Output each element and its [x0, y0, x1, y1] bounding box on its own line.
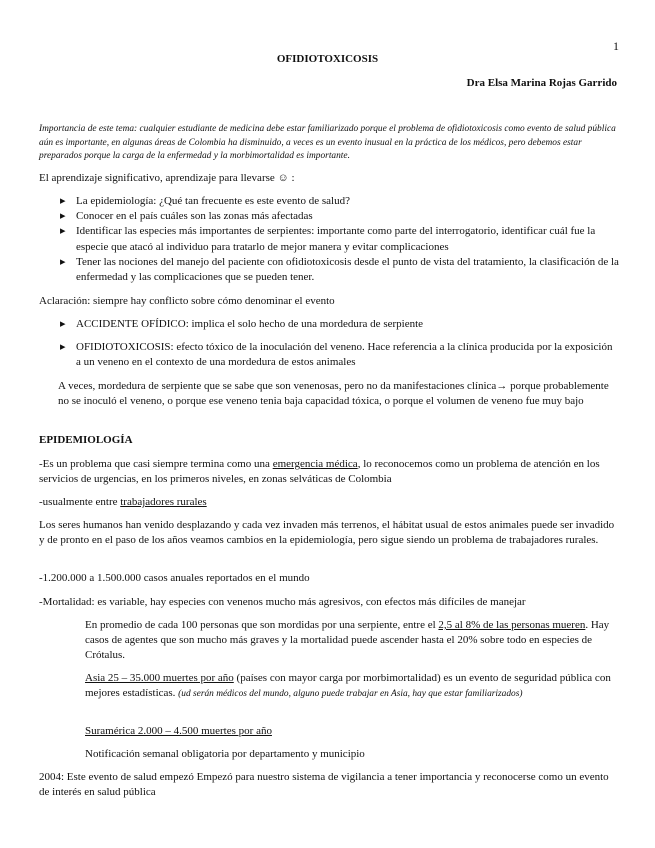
rural-workers-term: trabajadores rurales — [120, 496, 207, 508]
objectives-list — [60, 194, 620, 285]
rural-workers-line: -usualmente entre trabajadores rurales — [39, 496, 207, 508]
learning-line: El aprendizaje significativo, aprendizaje para llevarse ☺ : — [39, 172, 295, 184]
asia-paragraph: Asia 25 – 35.000 muertes por año (países con mayor carga por morbimortalidad) es un evento de seguridad pública con mejores estadísticas. (ud serán médicos del mundo, alguno puede trabajar en Asia, hay que estar familiarizados) — [85, 672, 611, 700]
habitat-paragraph: Los seres humanos han venido desplazando y cada vez invaden más terrenos, el hábitat usual de estos animales puede ser invadido y de pronto en el paso de los años veamos cambios en la epidemiología, pero sigue siendo un problema de trabajadores rurales. — [39, 519, 615, 547]
document-title: OFIDIOTOXICOSIS — [276, 53, 379, 65]
notification-line: Notificación semanal obligatoria por departamento y municipio — [85, 748, 365, 760]
list-item: ▸ Tener las nociones del manejo del paciente con ofidiotoxicosis desde el punto de vista del tratamiento, la clasificación de la enfermedad y las complicaciones que se pueden tener. — [60, 255, 620, 285]
mortality-line: -Mortalidad: es variable, hay especies con venenos mucho más agresivos, con efectos más difíciles de manejar — [39, 596, 526, 608]
list-item: ▸ La epidemiología: ¿Qué tan frecuente es este evento de salud? — [60, 194, 620, 209]
list-item: ▸ Conocer en el país cuáles son las zonas más afectadas — [60, 209, 620, 224]
asia-note: (ud serán médicos del mundo, alguno puede trabajar en Asia, hay que estar familiarizados) — [178, 689, 523, 700]
author: Dra Elsa Marina Rojas Garrido — [466, 77, 617, 89]
mortality-rate: 2,5 al 8% de las personas mueren — [438, 619, 586, 631]
year-2004-paragraph: 2004: Este evento de salud empezó Empezó para nuestro sistema de vigilancia a tener importancia y reconocerse como un evento de interés en salud pública — [39, 771, 609, 799]
south-america-deaths: Suramérica 2.000 – 4.500 muertes por año — [85, 725, 272, 737]
list-item: ▸ ACCIDENTE OFÍDICO: implica el solo hecho de una mordedura de serpiente — [60, 317, 620, 332]
epidemiology-heading: EPIDEMIOLOGÍA — [39, 434, 133, 446]
cases-line: -1.200.000 a 1.500.000 casos anuales reportados en el mundo — [39, 572, 310, 584]
emergency-term: emergencia médica — [272, 458, 358, 470]
list-item: ▸ Identificar las especies más importantes de serpientes: importante como parte del interrogatorio, identificar cuál fue la especie que atacó al individuo para tratarlo de mejor manera y evitar complicaciones — [60, 224, 620, 254]
asia-deaths: Asia 25 – 35.000 muertes por año — [85, 672, 234, 684]
a-veces-paragraph: A veces, mordedura de serpiente que se sabe que son venenosas, pero no da manifestaciones clínica→ porque probablemente no se inoculó el veneno, o porque ese veneno tenia baja capacidad tóxica, o porque el volumen de veneno fue muy bajo — [58, 380, 609, 408]
list-item: ▸ OFIDIOTOXICOSIS: efecto tóxico de la inoculación del veneno. Hace referencia a la clínica producida por la exposición a un veneno en el contexto de una mordedura de estos animales — [60, 340, 620, 370]
average-paragraph: En promedio de cada 100 personas que son mordidas por una serpiente, entre el 2,5 al 8% de las personas mueren. Hay casos de agentes que son mucho más graves y la mortalidad puede ascender hasta el 20% sobre todo en especies de Crótalus. — [85, 619, 610, 662]
intro-paragraph: Importancia de este tema: cualquier estudiante de medicina debe estar familiarizado porque el problema de ofidiotoxicosis como evento de salud pública aún es importante, en algunas áreas de Colombia ha disminuido, a veces es un evento inusual en la práctica de los médicos, pero debemos estar preparados porque la carga de la enfermedad y la morbimortalidad es importante. — [39, 124, 616, 162]
page-number: 1 — [613, 39, 619, 53]
clarification-line: Aclaración: siempre hay conflicto sobre cómo denominar el evento — [39, 295, 335, 307]
problem-paragraph: -Es un problema que casi siempre termina como una emergencia médica, lo reconocemos como un problema de atención en los servicios de urgencias, en los primeros niveles, en zonas selváticas de Colombia — [39, 458, 600, 486]
definitions-list — [60, 317, 620, 371]
